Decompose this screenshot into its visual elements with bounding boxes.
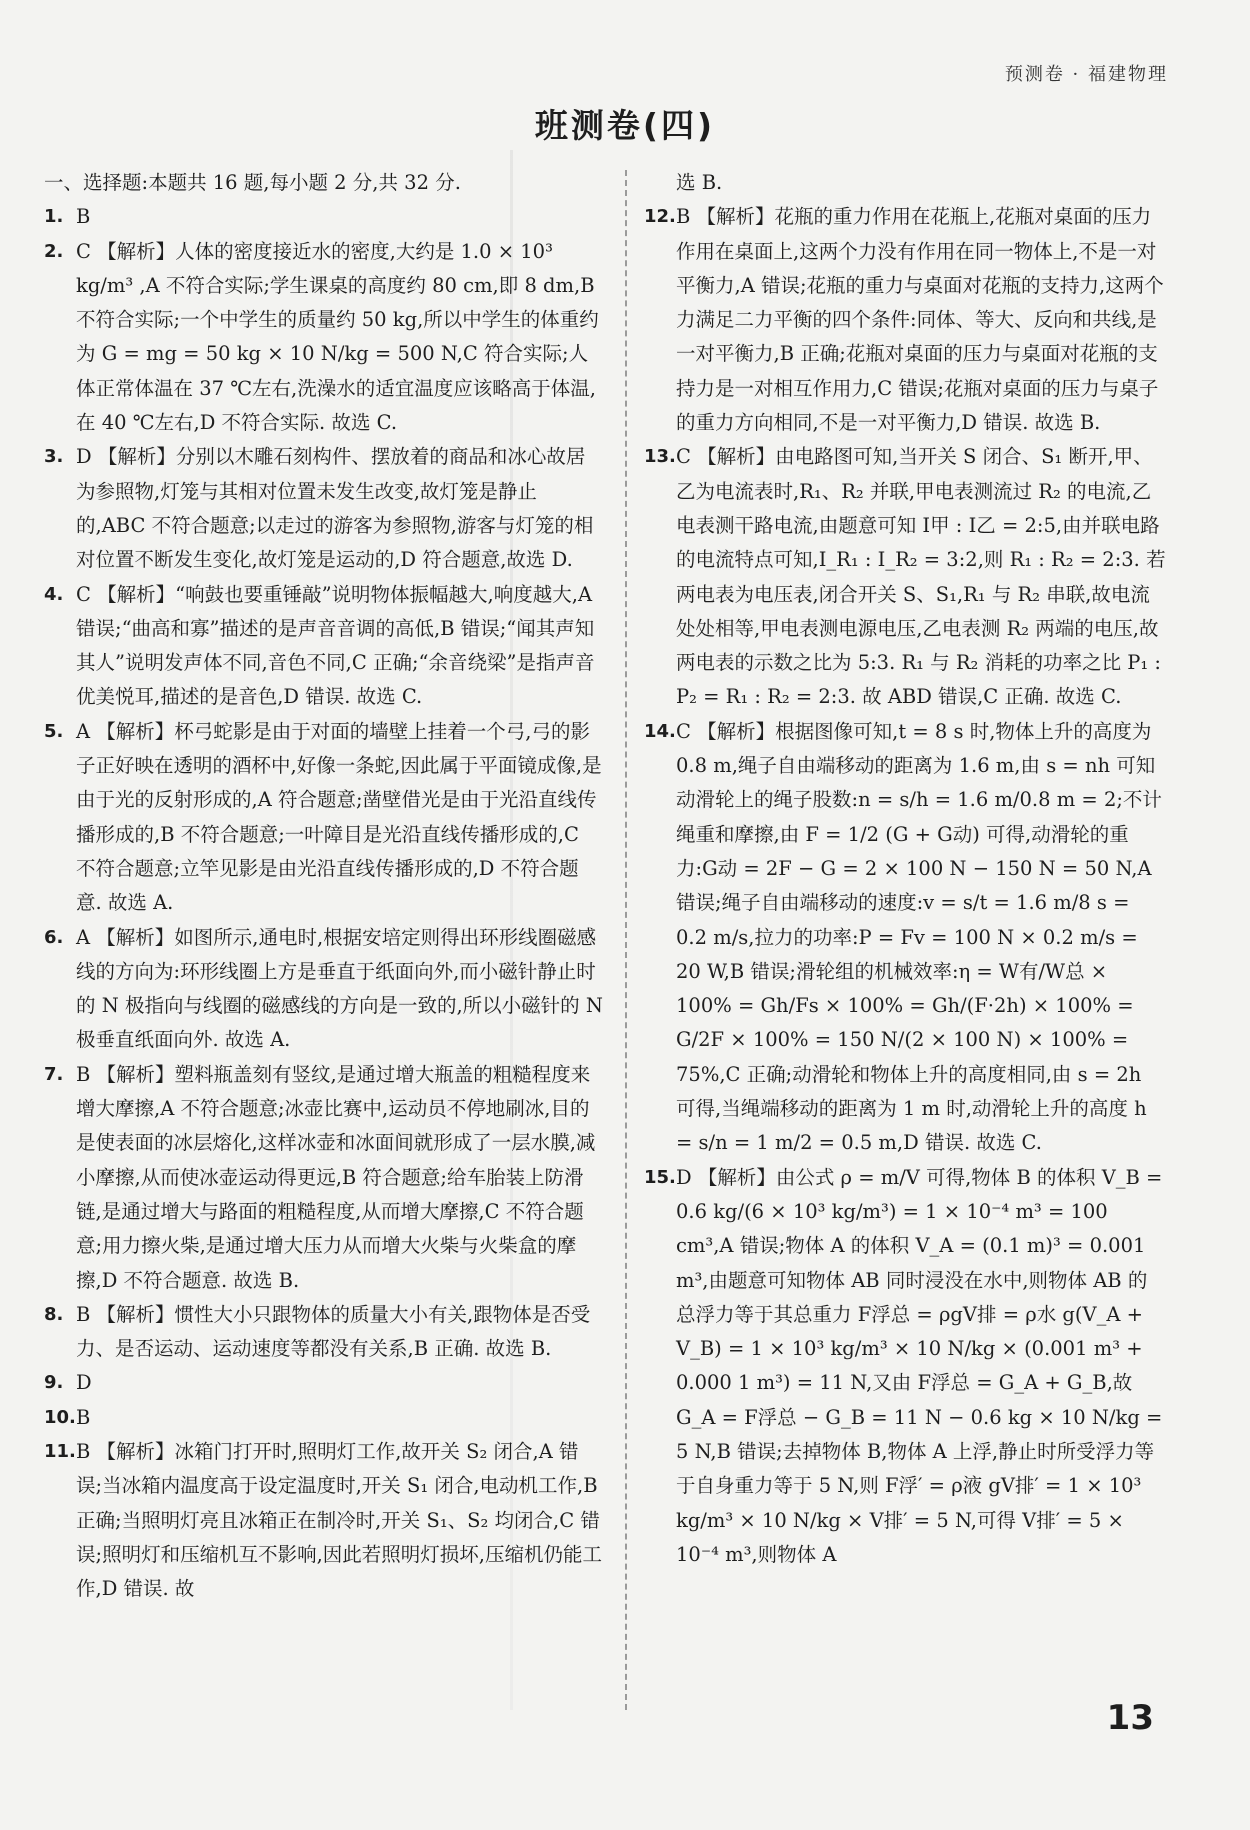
- answer-text: B 【解析】塑料瓶盖刻有竖纹,是通过增大瓶盖的粗糙程度来增大摩擦,A 不符合题意;冰壶比赛中,运动员不停地刷冰,目的是使表面的冰层熔化,这样冰壶和冰面间就形成了一层水膜,减小摩擦,从而使冰壶运动得更远,B 符合题意;给车胎装上防滑链,是通过增大与路面的粗糙程度,从而增大摩擦,C 不符合题意;用力擦火柴,是通过增大压力从而增大火柴与火柴盒的摩擦,D 不符合题意. 故选 B.: [76, 1062, 596, 1292]
- answer-text: C 【解析】人体的密度接近水的密度,大约是 1.0 × 10³ kg/m³ ,A 不符合实际;学生课桌的高度约 80 cm,即 8 dm,B 不符合实际;一个中学生的质量约 50 kg,所以中学生的体重约为 G = mg = 50 kg × 10 N/kg = 500 N,C 符合实际;人体正常体温在 37 ℃左右,洗澡水的适宜温度应该略高于体温,在 40 ℃左右,D 不符合实际. 故选 C.: [76, 239, 599, 435]
- answer-item: [44, 1058, 604, 1298]
- column-divider: [625, 170, 627, 1710]
- answer-item: [644, 200, 1166, 440]
- answer-text: B: [76, 1405, 91, 1429]
- answer-number: 7.: [44, 1063, 64, 1085]
- answer-text: B 【解析】花瓶的重力作用在花瓶上,花瓶对桌面的压力作用在桌面上,这两个力没有作用在同一物体上,不是一对平衡力,A 错误;花瓶的重力与桌面对花瓶的支持力,这两个力满足二力平衡的四个条件:同体、等大、反向和共线,是一对平衡力,B 正确;花瓶对桌面的压力与桌面对花瓶的支持力是一对相互作用力,C 错误;花瓶对桌面的压力与桌子的重力方向相同,不是一对平衡力,D 错误. 故选 B.: [676, 205, 1164, 435]
- running-header: 预测卷 · 福建物理: [1004, 64, 1168, 85]
- answer-text: B 【解析】惯性大小只跟物体的质量大小有关,跟物体是否受力、是否运动、运动速度等都没有关系,B 正确. 故选 B.: [76, 1302, 591, 1361]
- left-answer-list: [44, 200, 604, 1606]
- answer-text: C 【解析】“响鼓也要重锤敲”说明物体振幅越大,响度越大,A 错误;“曲高和寡”描述的是声音音调的高低,B 错误;“闻其声知其人”说明发声体不同,音色不同,C 正确;“余音绕梁”是指声音优美悦耳,描述的是音色,D 错误. 故选 C.: [76, 582, 595, 709]
- answer-text: A 【解析】杯弓蛇影是由于对面的墙壁上挂着一个弓,弓的影子正好映在透明的酒杯中,好像一条蛇,因此属于平面镜成像,是由于光的反射形成的,A 符合题意;凿壁借光是由于光沿直线传播形成的,B 不符合题意;一叶障目是光沿直线传播形成的,C 不符合题意;立竿见影是由光沿直线传播形成的,D 不符合题意. 故选 A.: [76, 719, 602, 915]
- page-number: 13: [1106, 1698, 1154, 1738]
- answer-text: B: [76, 205, 91, 229]
- answer-number: 14.: [644, 720, 676, 742]
- answer-number: 9.: [44, 1372, 64, 1394]
- answer-text: A 【解析】如图所示,通电时,根据安培定则得出环形线圈磁感线的方向为:环形线圈上方是垂直于纸面向外,而小磁针静止时的 N 极指向与线圈的磁感线的方向是一致的,所以小磁针的 N 极垂直纸面向外. 故选 A.: [76, 925, 603, 1052]
- left-column: [44, 166, 604, 1606]
- answer-item: [644, 1161, 1166, 1573]
- page-title: 班测卷(四): [534, 106, 716, 145]
- answer-number: 1.: [44, 206, 64, 228]
- answer-text: C 【解析】根据图像可知,t = 8 s 时,物体上升的高度为 0.8 m,绳子自由端移动的距离为 1.6 m,由 s = nh 可知动滑轮上的绳子股数:n = s/h = 1.6 m/0.8 m = 2;不计绳重和摩擦,由 F = 1/2 (G + G动) 可得,动滑轮的重力:G动 = 2F − G = 2 × 100 N − 150 N = 50 N,A 错误;绳子自由端移动的速度:v = s/t = 1.6 m/8 s = 0.2 m/s,拉力的功率:P = Fv = 100 N × 0.2 m/s = 20 W,B 错误;滑轮组的机械效率:η = W有/W总 × 100% = Gh/Fs × 100% = Gh/(F·2h) × 100% = G/2F × 100% = 150 N/(2 × 100 N) × 100% = 75%,C 正确;动滑轮和物体上升的高度相同,由 s = 2h 可得,当绳端移动的距离为 1 m 时,动滑轮上升的高度 h = s/n = 1 m/2 = 0.5 m,D 错误. 故选 C.: [676, 719, 1162, 1155]
- answer-number: 10.: [44, 1406, 76, 1428]
- answer-number: 12.: [644, 206, 676, 228]
- answer-item: [44, 578, 604, 715]
- answer-number: 5.: [44, 720, 64, 742]
- answer-item: [644, 440, 1166, 714]
- answer-item: [44, 715, 604, 921]
- answer-number: 3.: [44, 446, 64, 468]
- answer-number: 15.: [644, 1166, 676, 1188]
- answer-item: [44, 235, 604, 441]
- answer-item: [44, 200, 604, 234]
- right-answer-list: [644, 200, 1166, 1572]
- answer-number: 13.: [644, 446, 676, 468]
- answer-item: [644, 715, 1166, 1161]
- answer-number: 11.: [44, 1440, 76, 1462]
- answer-text: C 【解析】由电路图可知,当开关 S 闭合、S₁ 断开,甲、乙为电流表时,R₁、R₂ 并联,甲电表测流过 R₂ 的电流,乙电表测干路电流,由题意可知 I甲 : I乙 = 2:5,由并联电路的电流特点可知,I_R₁ : I_R₂ = 3:2,则 R₁ : R₂ = 2:3. 若两电表为电压表,闭合开关 S、S₁,R₁ 与 R₂ 串联,故电流处处相等,甲电表测电源电压,乙电表测 R₂ 两端的电压,故两电表的示数之比为 5:3. R₁ 与 R₂ 消耗的功率之比 P₁ : P₂ = R₁ : R₂ = 2:3. 故 ABD 错误,C 正确. 故选 C.: [676, 445, 1166, 709]
- answer-item: [44, 921, 604, 1058]
- answer-number: 6.: [44, 926, 64, 948]
- continuation-text: 选 B.: [676, 171, 723, 194]
- answer-item: [44, 1366, 604, 1400]
- right-column: [644, 166, 1166, 1572]
- answer-item: [44, 1401, 604, 1435]
- answer-number: 2.: [44, 240, 64, 262]
- answer-text: D 【解析】分别以木雕石刻构件、摆放着的商品和冰心故居为参照物,灯笼与其相对位置未发生改变,故灯笼是静止的,ABC 不符合题意;以走过的游客为参照物,游客与灯笼的相对位置不断发生变化,故灯笼是运动的,D 符合题意,故选 D.: [76, 445, 594, 572]
- answer-text: D 【解析】由公式 ρ = m/V 可得,物体 B 的体积 V_B = 0.6 kg/(6 × 10³ kg/m³) = 1 × 10⁻⁴ m³ = 100 cm³,A 错误;物体 A 的体积 V_A = (0.1 m)³ = 0.001 m³,由题意可知物体 AB 同时浸没在水中,则物体 AB 的总浮力等于其总重力 F浮总 = ρgV排 = ρ水 g(V_A + V_B) = 1 × 10³ kg/m³ × 10 N/kg × (0.001 m³ + 0.000 1 m³) = 11 N,又由 F浮总 = G_A + G_B,故 G_A = F浮总 − G_B = 11 N − 0.6 kg × 10 N/kg = 5 N,B 错误;去掉物体 B,物体 A 上浮,静止时所受浮力等于自身重力等于 5 N,则 F浮′ = ρ液 gV排′ = 1 × 10³ kg/m³ × 10 N/kg × V排′ = 5 N,可得 V排′ = 5 × 10⁻⁴ m³,则物体 A: [676, 1165, 1163, 1566]
- section-heading: 一、选择题:本题共 16 题,每小题 2 分,共 32 分.: [44, 171, 461, 194]
- answer-number: 4.: [44, 583, 64, 605]
- answer-text: D: [76, 1371, 92, 1395]
- answer-item: [44, 1298, 604, 1367]
- answer-item: [44, 440, 604, 577]
- answer-number: 8.: [44, 1303, 64, 1325]
- answer-text: B 【解析】冰箱门打开时,照明灯工作,故开关 S₂ 闭合,A 错误;当冰箱内温度高于设定温度时,开关 S₁ 闭合,电动机工作,B 正确;当照明灯亮且冰箱正在制冷时,开关 S₁、S₂ 均闭合,C 错误;照明灯和压缩机互不影响,因此若照明灯损坏,压缩机仍能工作,D 错误. 故: [76, 1439, 602, 1601]
- answer-item: [44, 1435, 604, 1606]
